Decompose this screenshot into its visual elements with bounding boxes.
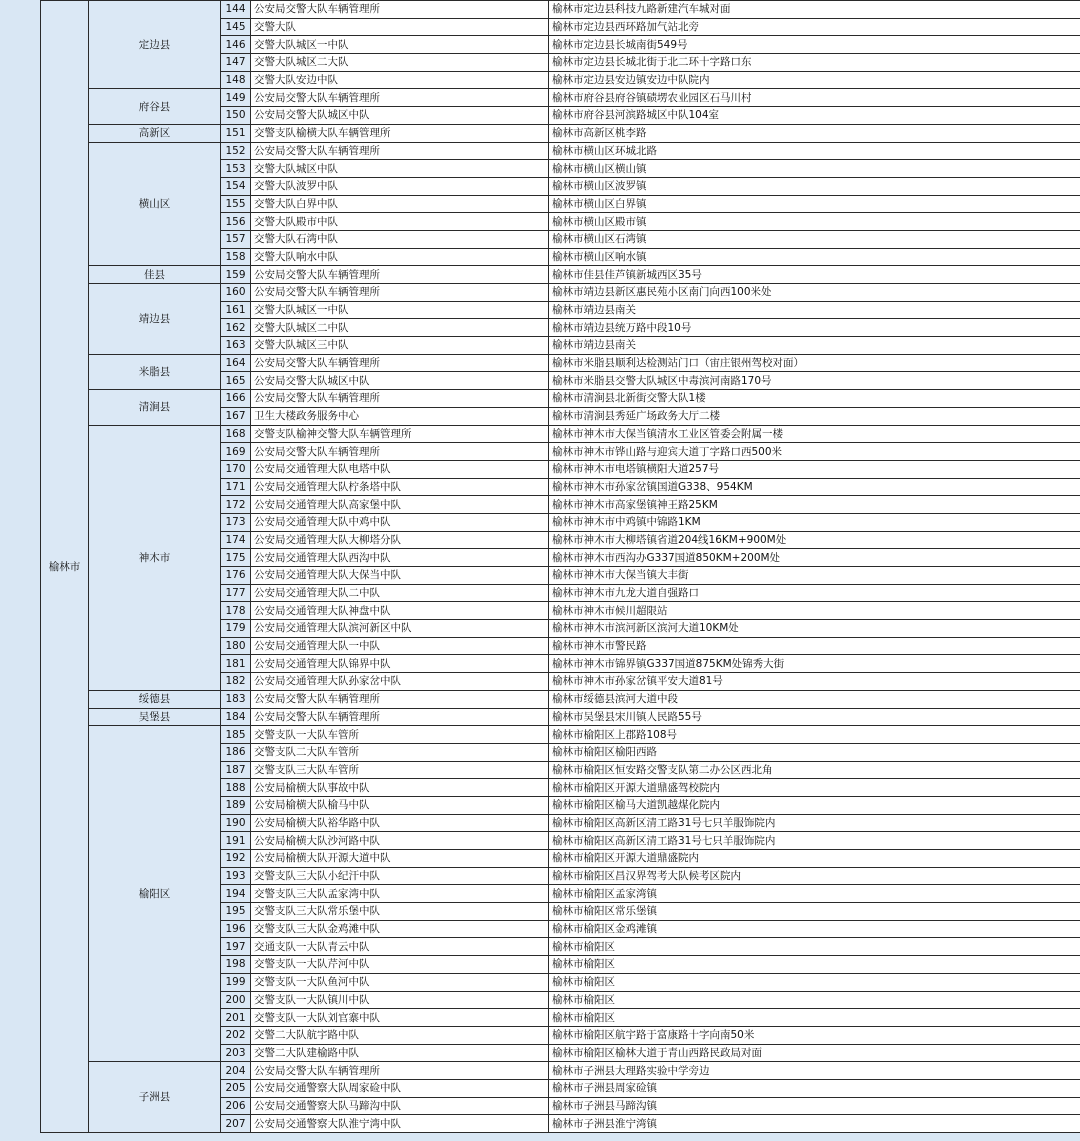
office-name-cell: 交警支队三大队车管所 xyxy=(251,761,549,779)
office-name-cell: 交警支队三大队常乐堡中队 xyxy=(251,903,549,921)
row-number-cell: 146 xyxy=(221,36,251,54)
table-row xyxy=(41,1062,1080,1080)
row-number-cell: 200 xyxy=(221,991,251,1009)
row-number-cell: 197 xyxy=(221,938,251,956)
address-cell: 榆林市靖边县南关 xyxy=(549,337,1080,355)
office-name-cell: 公安局交通管理大队锦界中队 xyxy=(251,655,549,673)
office-name-cell: 公安局交警大队车辆管理所 xyxy=(251,1,549,19)
row-number-cell: 156 xyxy=(221,213,251,231)
office-name-cell: 交警大队城区一中队 xyxy=(251,36,549,54)
row-number-cell: 177 xyxy=(221,584,251,602)
row-number-cell: 193 xyxy=(221,867,251,885)
office-name-cell: 卫生大楼政务服务中心 xyxy=(251,407,549,425)
table-row xyxy=(41,425,1080,443)
table-row xyxy=(41,726,1080,744)
address-cell: 榆林市横山区石湾镇 xyxy=(549,230,1080,248)
office-name-cell: 公安局交通管理大队中鸡中队 xyxy=(251,513,549,531)
row-number-cell: 148 xyxy=(221,71,251,89)
row-number-cell: 180 xyxy=(221,637,251,655)
office-name-cell: 公安局榆横大队榆马中队 xyxy=(251,796,549,814)
row-number-cell: 174 xyxy=(221,531,251,549)
row-number-cell: 175 xyxy=(221,549,251,567)
office-name-cell: 交警二大队航宇路中队 xyxy=(251,1026,549,1044)
office-name-cell: 交警二大队建榆路中队 xyxy=(251,1044,549,1062)
office-name-cell: 公安局交通管理大队柠条塔中队 xyxy=(251,478,549,496)
county-cell: 清涧县 xyxy=(89,390,221,425)
office-name-cell: 公安局交警大队车辆管理所 xyxy=(251,354,549,372)
row-number-cell: 152 xyxy=(221,142,251,160)
row-number-cell: 147 xyxy=(221,54,251,72)
row-number-cell: 169 xyxy=(221,443,251,461)
address-cell: 榆林市佳县佳芦镇新城西区35号 xyxy=(549,266,1080,284)
office-name-cell: 交警支队榆神交警大队车辆管理所 xyxy=(251,425,549,443)
row-number-cell: 158 xyxy=(221,248,251,266)
office-name-cell: 交警大队白界中队 xyxy=(251,195,549,213)
office-name-cell: 交警支队三大队孟家湾中队 xyxy=(251,885,549,903)
address-cell: 榆林市绥德县滨河大道中段 xyxy=(549,690,1080,708)
address-cell: 榆林市靖边县南关 xyxy=(549,301,1080,319)
row-number-cell: 161 xyxy=(221,301,251,319)
address-cell: 榆林市榆阳区 xyxy=(549,991,1080,1009)
table-row xyxy=(41,142,1080,160)
row-number-cell: 198 xyxy=(221,956,251,974)
row-number-cell: 159 xyxy=(221,266,251,284)
office-name-cell: 交警大队 xyxy=(251,18,549,36)
address-cell: 榆林市神木市九龙大道自强路口 xyxy=(549,584,1080,602)
address-cell: 榆林市神木市中鸡镇中锦路1KM xyxy=(549,513,1080,531)
office-name-cell: 公安局交通管理大队大柳塔分队 xyxy=(251,531,549,549)
office-name-cell: 交警大队响水中队 xyxy=(251,248,549,266)
address-cell: 榆林市神木市孙家岔镇平安大道81号 xyxy=(549,673,1080,691)
office-name-cell: 公安局交警大队车辆管理所 xyxy=(251,708,549,726)
row-number-cell: 182 xyxy=(221,673,251,691)
table-row xyxy=(41,390,1080,408)
address-cell: 榆林市米脂县顺利达检测站门口（宙庄银州驾校对面） xyxy=(549,354,1080,372)
address-cell: 榆林市榆阳区 xyxy=(549,938,1080,956)
address-cell: 榆林市横山区环城北路 xyxy=(549,142,1080,160)
office-name-cell: 公安局交通警察大队淮宁湾中队 xyxy=(251,1115,549,1133)
row-number-cell: 203 xyxy=(221,1044,251,1062)
county-cell: 米脂县 xyxy=(89,354,221,389)
address-cell: 榆林市高新区桃李路 xyxy=(549,124,1080,142)
office-name-cell: 公安局交通管理大队孙家岔中队 xyxy=(251,673,549,691)
row-number-cell: 178 xyxy=(221,602,251,620)
office-name-cell: 交警大队城区二中队 xyxy=(251,319,549,337)
row-number-cell: 183 xyxy=(221,690,251,708)
row-number-cell: 167 xyxy=(221,407,251,425)
row-number-cell: 201 xyxy=(221,1009,251,1027)
county-cell: 佳县 xyxy=(89,266,221,284)
county-cell: 靖边县 xyxy=(89,284,221,355)
county-cell: 府谷县 xyxy=(89,89,221,124)
address-cell: 榆林市横山区白界镇 xyxy=(549,195,1080,213)
office-name-cell: 公安局交通管理大队西沟中队 xyxy=(251,549,549,567)
address-cell: 榆林市吴堡县宋川镇人民路55号 xyxy=(549,708,1080,726)
office-name-cell: 公安局榆横大队沙河路中队 xyxy=(251,832,549,850)
address-cell: 榆林市神木市西沟办G337国道850KM+200M处 xyxy=(549,549,1080,567)
address-cell: 榆林市榆阳区常乐堡镇 xyxy=(549,903,1080,921)
address-cell: 榆林市榆阳区航宇路于富康路十字向南50米 xyxy=(549,1026,1080,1044)
address-cell: 榆林市神木市候川超限站 xyxy=(549,602,1080,620)
address-cell: 榆林市神木市滨河新区滨河大道10KM处 xyxy=(549,620,1080,638)
address-cell: 榆林市定边县安边镇安边中队院内 xyxy=(549,71,1080,89)
row-number-cell: 168 xyxy=(221,425,251,443)
address-cell: 榆林市定边县长城北街于北二环十字路口东 xyxy=(549,54,1080,72)
row-number-cell: 188 xyxy=(221,779,251,797)
row-number-cell: 184 xyxy=(221,708,251,726)
office-name-cell: 交警支队榆横大队车辆管理所 xyxy=(251,124,549,142)
address-cell: 榆林市神木市大保当镇大丰街 xyxy=(549,567,1080,585)
address-cell: 榆林市榆阳区恒安路交警支队第二办公区西北角 xyxy=(549,761,1080,779)
office-name-cell: 公安局交通警察大队周家硷中队 xyxy=(251,1079,549,1097)
row-number-cell: 185 xyxy=(221,726,251,744)
row-number-cell: 186 xyxy=(221,743,251,761)
office-name-cell: 公安局交通管理大队神盘中队 xyxy=(251,602,549,620)
row-number-cell: 196 xyxy=(221,920,251,938)
row-number-cell: 181 xyxy=(221,655,251,673)
address-cell: 榆林市靖边县统万路中段10号 xyxy=(549,319,1080,337)
table-row xyxy=(41,284,1080,302)
address-cell: 榆林市横山区殿市镇 xyxy=(549,213,1080,231)
office-name-cell: 交警支队二大队车管所 xyxy=(251,743,549,761)
office-name-cell: 公安局交警大队车辆管理所 xyxy=(251,1062,549,1080)
office-name-cell: 交警大队波罗中队 xyxy=(251,177,549,195)
address-cell: 榆林市横山区横山镇 xyxy=(549,160,1080,178)
row-number-cell: 199 xyxy=(221,973,251,991)
office-name-cell: 交警支队一大队车管所 xyxy=(251,726,549,744)
address-cell: 榆林市靖边县新区惠民苑小区南门向西100米处 xyxy=(549,284,1080,302)
row-number-cell: 144 xyxy=(221,1,251,19)
address-cell: 榆林市神木市铧山路与迎宾大道丁字路口西500米 xyxy=(549,443,1080,461)
address-cell: 榆林市榆阳区金鸡滩镇 xyxy=(549,920,1080,938)
row-number-cell: 153 xyxy=(221,160,251,178)
address-cell: 榆林市定边县长城南街549号 xyxy=(549,36,1080,54)
address-cell: 榆林市神木市大柳塔镇省道204线16KM+900M处 xyxy=(549,531,1080,549)
office-name-cell: 公安局榆横大队开源大道中队 xyxy=(251,850,549,868)
office-name-cell: 公安局榆横大队裕华路中队 xyxy=(251,814,549,832)
row-number-cell: 164 xyxy=(221,354,251,372)
address-cell: 榆林市榆阳区榆林大道于青山西路民政局对面 xyxy=(549,1044,1080,1062)
row-number-cell: 171 xyxy=(221,478,251,496)
office-name-cell: 交警大队城区三中队 xyxy=(251,337,549,355)
address-cell: 榆林市神木市警民路 xyxy=(549,637,1080,655)
row-number-cell: 176 xyxy=(221,567,251,585)
address-cell: 榆林市子洲县马蹄沟镇 xyxy=(549,1097,1080,1115)
office-name-cell: 交警大队安边中队 xyxy=(251,71,549,89)
county-cell: 吴堡县 xyxy=(89,708,221,726)
office-name-cell: 公安局交警大队车辆管理所 xyxy=(251,443,549,461)
office-name-cell: 交警大队殿市中队 xyxy=(251,213,549,231)
row-number-cell: 172 xyxy=(221,496,251,514)
address-cell: 榆林市定边县西环路加气站北旁 xyxy=(549,18,1080,36)
row-number-cell: 190 xyxy=(221,814,251,832)
row-number-cell: 179 xyxy=(221,620,251,638)
office-name-cell: 交警支队一大队刘官寨中队 xyxy=(251,1009,549,1027)
office-name-cell: 公安局交警大队车辆管理所 xyxy=(251,390,549,408)
table-row xyxy=(41,1,1080,19)
address-cell: 榆林市榆阳区榆阳西路 xyxy=(549,743,1080,761)
row-number-cell: 206 xyxy=(221,1097,251,1115)
address-cell: 榆林市榆阳区上郡路108号 xyxy=(549,726,1080,744)
office-name-cell: 公安局交通管理大队滨河新区中队 xyxy=(251,620,549,638)
address-cell: 榆林市米脂县交警大队城区中毒滨河南路170号 xyxy=(549,372,1080,390)
office-name-cell: 公安局交警大队车辆管理所 xyxy=(251,690,549,708)
row-number-cell: 189 xyxy=(221,796,251,814)
office-name-cell: 公安局交警大队车辆管理所 xyxy=(251,89,549,107)
address-cell: 榆林市子洲县大理路实验中学旁边 xyxy=(549,1062,1080,1080)
office-name-cell: 公安局交通警察大队马蹄沟中队 xyxy=(251,1097,549,1115)
office-name-cell: 公安局交警大队城区中队 xyxy=(251,372,549,390)
row-number-cell: 154 xyxy=(221,177,251,195)
city-cell: 榆林市 xyxy=(41,1,89,1133)
address-cell: 榆林市榆阳区榆马大道凯越煤化院内 xyxy=(549,796,1080,814)
row-number-cell: 157 xyxy=(221,230,251,248)
office-name-cell: 交通支队一大队青云中队 xyxy=(251,938,549,956)
office-name-cell: 公安局交通管理大队一中队 xyxy=(251,637,549,655)
address-cell: 榆林市榆阳区 xyxy=(549,956,1080,974)
table-row xyxy=(41,266,1080,284)
address-cell: 榆林市榆阳区高新区清工路31号七只羊服饰院内 xyxy=(549,832,1080,850)
row-number-cell: 195 xyxy=(221,903,251,921)
address-cell: 榆林市神木市锦界镇G337国道875KM处锦秀大街 xyxy=(549,655,1080,673)
address-cell: 榆林市清涧县北新街交警大队1楼 xyxy=(549,390,1080,408)
address-cell: 榆林市神木市孙家岔镇国道G338、954KM xyxy=(549,478,1080,496)
table-body xyxy=(41,1,1080,1133)
office-name-cell: 公安局榆横大队事故中队 xyxy=(251,779,549,797)
row-number-cell: 163 xyxy=(221,337,251,355)
address-cell: 榆林市子洲县周家硷镇 xyxy=(549,1079,1080,1097)
address-cell: 榆林市榆阳区 xyxy=(549,1009,1080,1027)
county-cell: 定边县 xyxy=(89,1,221,89)
office-name-cell: 交警支队一大队鱼河中队 xyxy=(251,973,549,991)
county-cell: 榆阳区 xyxy=(89,726,221,1062)
office-name-cell: 公安局交通管理大队电塔中队 xyxy=(251,460,549,478)
address-cell: 榆林市神木市电塔镇横阳大道257号 xyxy=(549,460,1080,478)
address-cell: 榆林市榆阳区昌汉界驾考大队候考区院内 xyxy=(549,867,1080,885)
office-name-cell: 交警大队石湾中队 xyxy=(251,230,549,248)
address-cell: 榆林市府谷县府谷镇碛塄农业园区石马川村 xyxy=(549,89,1080,107)
row-number-cell: 202 xyxy=(221,1026,251,1044)
office-name-cell: 交警大队城区二大队 xyxy=(251,54,549,72)
office-name-cell: 交警支队三大队金鸡滩中队 xyxy=(251,920,549,938)
address-cell: 榆林市榆阳区开源大道鼎盛驾校院内 xyxy=(549,779,1080,797)
office-name-cell: 公安局交通管理大队大保当中队 xyxy=(251,567,549,585)
address-cell: 榆林市榆阳区孟家湾镇 xyxy=(549,885,1080,903)
office-name-cell: 公安局交通管理大队高家堡中队 xyxy=(251,496,549,514)
table-row xyxy=(41,89,1080,107)
traffic-office-table xyxy=(40,0,1080,1133)
row-number-cell: 166 xyxy=(221,390,251,408)
address-cell: 榆林市府谷县河滨路城区中队104室 xyxy=(549,107,1080,125)
address-cell: 榆林市横山区波罗镇 xyxy=(549,177,1080,195)
office-name-cell: 公安局交警大队车辆管理所 xyxy=(251,266,549,284)
row-number-cell: 145 xyxy=(221,18,251,36)
row-number-cell: 192 xyxy=(221,850,251,868)
office-name-cell: 交警大队城区中队 xyxy=(251,160,549,178)
address-cell: 榆林市定边县科技九路新建汽车城对面 xyxy=(549,1,1080,19)
table-row xyxy=(41,354,1080,372)
address-cell: 榆林市神木市大保当镇清水工业区管委会附属一楼 xyxy=(549,425,1080,443)
row-number-cell: 162 xyxy=(221,319,251,337)
table-row xyxy=(41,690,1080,708)
address-cell: 榆林市神木市高家堡镇神王路25KM xyxy=(549,496,1080,514)
office-name-cell: 交警大队城区一中队 xyxy=(251,301,549,319)
office-name-cell: 公安局交警大队车辆管理所 xyxy=(251,142,549,160)
address-cell: 榆林市子洲县淮宁湾镇 xyxy=(549,1115,1080,1133)
address-cell: 榆林市清涧县秀延广场政务大厅二楼 xyxy=(549,407,1080,425)
row-number-cell: 204 xyxy=(221,1062,251,1080)
county-cell: 子洲县 xyxy=(89,1062,221,1133)
row-number-cell: 150 xyxy=(221,107,251,125)
row-number-cell: 207 xyxy=(221,1115,251,1133)
office-name-cell: 公安局交通管理大队二中队 xyxy=(251,584,549,602)
county-cell: 高新区 xyxy=(89,124,221,142)
office-name-cell: 交警支队一大队镇川中队 xyxy=(251,991,549,1009)
row-number-cell: 205 xyxy=(221,1079,251,1097)
table-row xyxy=(41,708,1080,726)
office-name-cell: 公安局交警大队城区中队 xyxy=(251,107,549,125)
row-number-cell: 187 xyxy=(221,761,251,779)
row-number-cell: 170 xyxy=(221,460,251,478)
county-cell: 绥德县 xyxy=(89,690,221,708)
row-number-cell: 149 xyxy=(221,89,251,107)
row-number-cell: 160 xyxy=(221,284,251,302)
row-number-cell: 191 xyxy=(221,832,251,850)
office-name-cell: 公安局交警大队车辆管理所 xyxy=(251,284,549,302)
row-number-cell: 165 xyxy=(221,372,251,390)
row-number-cell: 173 xyxy=(221,513,251,531)
address-cell: 榆林市榆阳区 xyxy=(549,973,1080,991)
row-number-cell: 151 xyxy=(221,124,251,142)
county-cell: 神木市 xyxy=(89,425,221,690)
table-row xyxy=(41,124,1080,142)
address-cell: 榆林市榆阳区高新区清工路31号七只羊服饰院内 xyxy=(549,814,1080,832)
office-name-cell: 交警支队三大队小纪汗中队 xyxy=(251,867,549,885)
office-name-cell: 交警支队一大队芹河中队 xyxy=(251,956,549,974)
row-number-cell: 194 xyxy=(221,885,251,903)
address-cell: 榆林市横山区响水镇 xyxy=(549,248,1080,266)
row-number-cell: 155 xyxy=(221,195,251,213)
address-cell: 榆林市榆阳区开源大道鼎盛院内 xyxy=(549,850,1080,868)
county-cell: 横山区 xyxy=(89,142,221,266)
